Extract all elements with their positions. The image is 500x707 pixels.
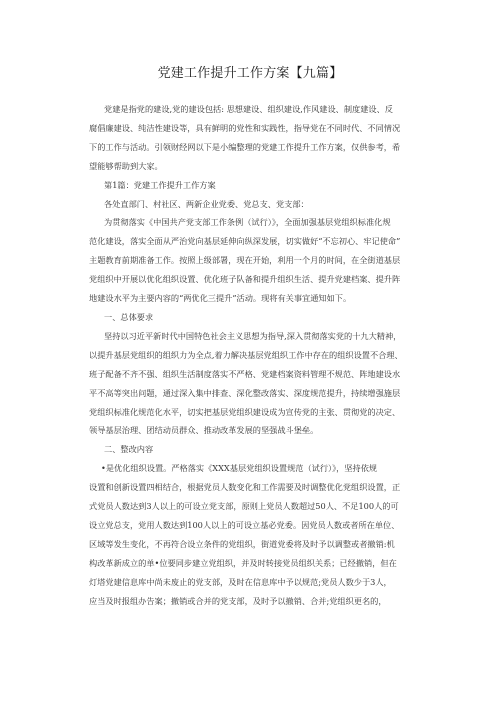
paragraph-line: 应当及时报组办告案；撤销或合并的党支部，及时予以撤销、合并;党组织更名的， (89, 595, 387, 606)
paragraph-line: 地建设水平为主要内容的“两优化三提升”活动。现将有关事宜通知如下。 (89, 293, 352, 304)
document-title: 党建工作提升工作方案【九篇】 (157, 66, 343, 81)
paragraph-line: 构改革新成立的单•位要同步建立党组织，并及时转接党员组织关系；已经撤销，但在 (89, 557, 397, 568)
paragraph-line: 灯塔党建信息库中尚未废止的党支部，及时在信息库中予以规范;党员人数少于3人， (89, 576, 392, 587)
section-heading: 二、整改内容 (104, 444, 154, 455)
paragraph-line: 下的工作与活动。引领财经网以下是小编整理的党建工作提升工作方案，仅供参考，希 (89, 141, 401, 152)
paragraph-line: 设立党总支，党用人数达到100人以上的可设立基必党委。因党员人数或者所在单位、 (89, 519, 400, 530)
document-body (89, 100, 424, 610)
paragraph-line: 设置和创新设置四相结合，根据党员人数变化和工作需要及时调整优化党组织设置，正 (89, 482, 401, 493)
paragraph-line: 式党员人数达到3人以上的可设立党支部，原则上党员人数超过50人、不足100人的可 (89, 501, 399, 512)
section-heading: 一、总体要求 (104, 311, 154, 322)
paragraph-line: 为贯彻落实《中国共产党支部工作条例（试行）》，全面加强基层党组织标准化规 (104, 217, 391, 228)
paragraph-line: 坚持以习近平新时代中国特色社会主义思想为指导,深入贯彻落实党的十九大精神， (104, 330, 402, 341)
paragraph-line: 领导基层治理、团结动员群众、推动改革发展的坚强战斗堡垒。 (89, 425, 319, 436)
paragraph-line: •是优化组织设置。严格落实《XXX基层党组织设置规范（试行）》，坚持依规 (101, 463, 378, 474)
paragraph-line: 党组织中开展以优化组织设置、优化班子队备和提升组织生活、提升党建档案、提升阵 (89, 274, 401, 285)
paragraph-line: 以提升基层党组织的组织力为全点,着力解决基层党组织工作中存在的组织设置不合理、 (89, 349, 403, 360)
paragraph-line: 班子配备不齐不强、组织生活制度落实不严格、党建档案资料管理不规范、阵地建设水 (89, 368, 401, 379)
paragraph-line: 各处直部门、村社区、两新企业党委、党总支、党支部： (104, 198, 309, 209)
paragraph-line: 腐倡廉建设、纯洁性建设等，具有鲜明的党性和实践性，指导党在不同时代、不同情况 (89, 122, 401, 133)
paragraph-line: 平不高等突出问题，通过深入集中排查、深化整改落实、深度规范提升，持续增强施层 (89, 387, 401, 398)
paragraph-line: 区域等发生变化，不再符合设立条件的党组织，街道党委将及时予以调整或者撤销:机 (89, 538, 395, 549)
paragraph-line: 党建是指党的建设,党的建设包括: 思想建设、组织建设,作风建设、制度建设、反 (104, 104, 393, 114)
paragraph-line: 望能够帮助到大家。 (89, 160, 163, 171)
paragraph-line: 范化建设，落实全面从严治党向基层延伸向纵深发展，切实做好“不忘初心、牢记使命” (89, 236, 401, 247)
paragraph-line: 主题教育前期准备工作。按照上级部署，现在开始，利用一个月的时间，在全街道基层 (89, 255, 401, 266)
paragraph-line: 党组织标准化规范化水平，切实把基层党组织建设成为宣传党的主张、贯彻党的决定、 (89, 406, 401, 417)
section-heading: 第1篇：党建工作提升工作方案 (104, 179, 216, 190)
